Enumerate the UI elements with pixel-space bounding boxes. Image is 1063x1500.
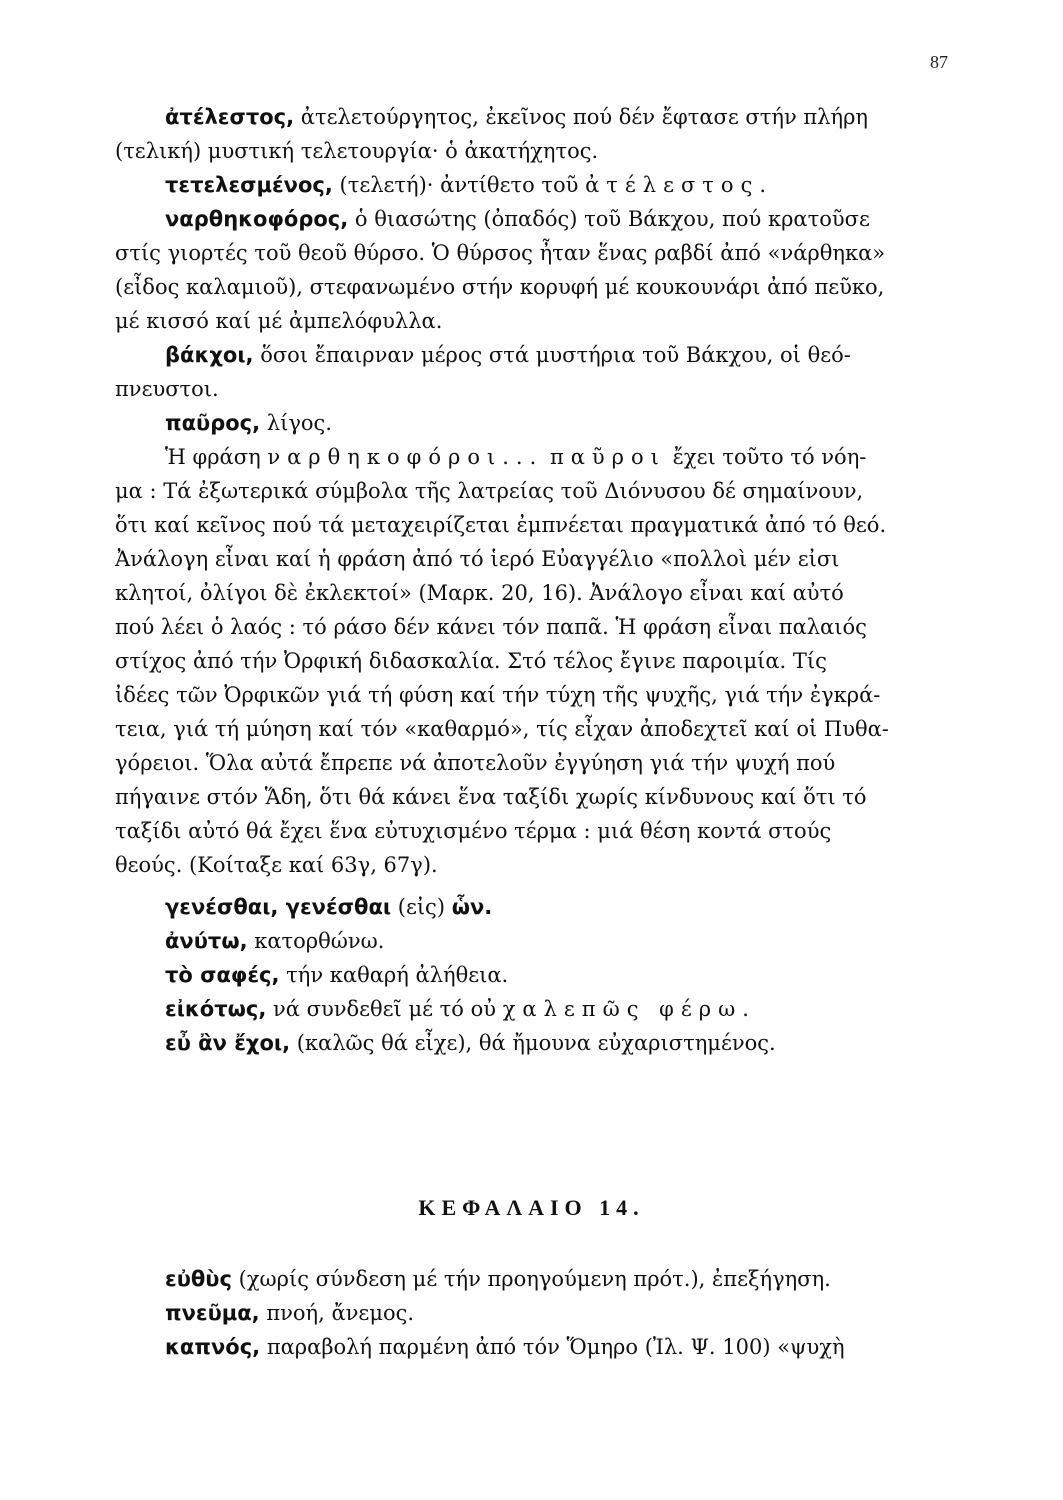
entry-line	[115, 924, 955, 958]
entry-line	[115, 992, 955, 1026]
entry-text: (τελική) μυστική τελετουργία· ὁ ἀκατήχητος.	[115, 139, 599, 163]
glossary-block-chapter	[115, 1262, 955, 1364]
entry-line	[115, 202, 955, 236]
entry-headword: εἰκότως,	[165, 997, 267, 1021]
entry-line	[115, 304, 955, 338]
entry-text: νά συνδεθεῖ μέ τό οὐ	[273, 997, 496, 1021]
entry-text: (χωρίς σύνδεση μέ τήν προηγούμενη πρότ.), ἐπεξήγηση.	[238, 1267, 831, 1291]
entry-line	[115, 338, 955, 372]
paragraph-line	[115, 610, 955, 644]
entry-text: πνευστοι.	[115, 377, 219, 401]
entry-text: (εἰς)	[397, 895, 446, 919]
entry-headword: ἀνύτω,	[165, 929, 248, 953]
entry-text: ὅσοι ἔπαιρναν μέρος στά μυστήρια τοῦ Βάκχου, οἱ θεό-	[260, 343, 851, 367]
entry-headword: ναρθηκοφόρος,	[165, 207, 349, 231]
entry-line	[115, 168, 955, 202]
paragraph-text: γόρειοι. Ὅλα αὐτά ἔπρεπε νά ἀποτελοῦν ἐγγύηση γιά τήν ψυχή πού	[115, 751, 836, 775]
entry-text: κατορθώνω.	[254, 929, 385, 953]
entry-spaced-text: ἀτέλεστος.	[585, 173, 774, 197]
entry-text: πνοή, ἄνεμος.	[266, 1301, 415, 1325]
paragraph-line	[115, 814, 955, 848]
entry-headword: τετελεσμένος,	[165, 173, 333, 197]
entry-text: (καλῶς θά εἶχε), θά ἤμουνα εὐχαριστημένος.	[296, 1031, 776, 1055]
paragraph-line	[115, 474, 955, 508]
paragraph-text: ἰδέες τῶν Ὀρφικῶν γιά τή φύση καί τήν τύχη τῆς ψυχῆς, γιά τήν ἐγκρά-	[115, 683, 881, 707]
paragraph-text: πήγαινε στόν Ἅδη, ὅτι θά κάνει ἕνα ταξίδι χωρίς κίνδυνους καί ὅτι τό	[115, 785, 867, 809]
entry-text: ὁ θιασώτης (ὀπαδός) τοῦ Βάκχου, πού κρατοῦσε	[354, 207, 870, 231]
entry-text: στίς γιορτές τοῦ θεοῦ θύρσο. Ὁ θύρσος ἦταν ἕνας ραβδί ἀπό «νάρθηκα»	[115, 241, 886, 265]
paragraph-line	[115, 678, 955, 712]
paragraph-text: τεια, γιά τή μύηση καί τόν «καθαρμό», τίς εἶχαν ἀποδεχτεῖ καί οἱ Πυθα-	[115, 717, 889, 741]
entry-text: τήν καθαρή ἀλήθεια.	[286, 963, 509, 987]
entry-line	[115, 1262, 955, 1296]
chapter-heading: ΚΕΦΑΛΑΙΟ 14.	[418, 1195, 645, 1220]
entry-spaced-text: χαλεπῶς φέρω.	[502, 997, 756, 1021]
entry-headword: τὸ σαφές,	[165, 963, 280, 987]
entry-line	[115, 1330, 955, 1364]
glossary-block-top	[115, 100, 955, 1060]
entry-headword: πνεῦμα,	[165, 1301, 260, 1325]
entry-headword: βάκχοι,	[165, 343, 254, 367]
paragraph-line	[115, 644, 955, 678]
paragraph-line	[115, 508, 955, 542]
entry-line	[115, 1296, 955, 1330]
paragraph-line	[115, 576, 955, 610]
entry-line	[115, 134, 955, 168]
entry-headword: εὐθὺς	[165, 1267, 232, 1291]
entry-headword: καπνός,	[165, 1335, 261, 1359]
entry-text: λίγος.	[266, 411, 332, 435]
entry-line	[115, 270, 955, 304]
paragraph-text: θεούς. (Κοίταξε καί 63γ, 67γ).	[115, 853, 438, 877]
entry-line	[115, 1026, 955, 1060]
entry-headword: ἀτέλεστος,	[165, 105, 295, 129]
paragraph-text: ταξίδι αὐτό θά ἔχει ἕνα εὐτυχισμένο τέρμα : μιά θέση κοντά στούς	[115, 819, 832, 843]
paragraph-text: στίχος ἀπό τήν Ὀρφική διδασκαλία. Στό τέλος ἔγινε παροιμία. Τίς	[115, 649, 827, 673]
entry-headword: παῦρος,	[165, 411, 261, 435]
entry-line	[115, 372, 955, 406]
entry-headword: εὖ ἂν ἔχοι,	[165, 1031, 291, 1055]
paragraph-line	[115, 712, 955, 746]
entry-text: ἀτελετούργητος, ἐκεῖνος πού δέν ἔφτασε στήν πλήρη	[300, 105, 869, 129]
entry-text: παραβολή παρμένη ἀπό τόν Ὅμηρο (Ἰλ. Ψ. 100) «ψυχὴ	[266, 1335, 845, 1359]
entry-line	[115, 406, 955, 440]
entry-line	[115, 958, 955, 992]
paragraph-text: πού λέει ὁ λαός : τό ράσο δέν κάνει τόν παπᾶ. Ἡ φράση εἶναι παλαιός	[115, 615, 867, 639]
paragraph-line	[115, 780, 955, 814]
paragraph-spaced-text: ναρθηκοφόροι...	[267, 445, 544, 469]
paragraph-line	[115, 440, 955, 474]
entry-text: (τελετή)· ἀντίθετο τοῦ	[339, 173, 579, 197]
entry-line	[115, 236, 955, 270]
paragraph-text: μα : Τά ἐξωτερικά σύμβολα τῆς λατρείας τοῦ Διόνυσου δέ σημαίνουν,	[115, 479, 864, 503]
entry-headword-secondary: ὧν.	[451, 895, 493, 919]
paragraph-line	[115, 848, 955, 882]
paragraph-line	[115, 746, 955, 780]
paragraph-line	[115, 542, 955, 576]
page-number: 87	[930, 52, 948, 72]
entry-line	[115, 890, 955, 924]
paragraph-spaced-text: παῦροι	[549, 445, 666, 469]
paragraph-text: ἔχει τοῦτο τό νόη-	[672, 445, 867, 469]
entry-line	[115, 100, 955, 134]
paragraph-text: κλητοί, ὀλίγοι δὲ ἐκλεκτοί» (Μαρκ. 20, 16). Ἀνάλογο εἶναι καί αὐτό	[115, 581, 844, 605]
paragraph-text: Ἡ φράση	[165, 445, 261, 469]
paragraph-text: ὅτι καί κεῖνος πού τά μεταχειρίζεται ἐμπνέεται πραγματικά ἀπό τό θεό.	[115, 513, 887, 537]
entry-text: (εἶδος καλαμιοῦ), στεφανωμένο στήν κορυφή μέ κουκουνάρι ἀπό πεῦκο,	[115, 275, 885, 299]
paragraph-text: Ἀνάλογη εἶναι καί ἡ φράση ἀπό τό ἱερό Εὐαγγέλιο «πολλοὶ μέν εἰσι	[115, 547, 840, 571]
entry-text: μέ κισσό καί μέ ἀμπελόφυλλα.	[115, 309, 443, 333]
entry-headword: γενέσθαι, γενέσθαι	[165, 895, 392, 919]
